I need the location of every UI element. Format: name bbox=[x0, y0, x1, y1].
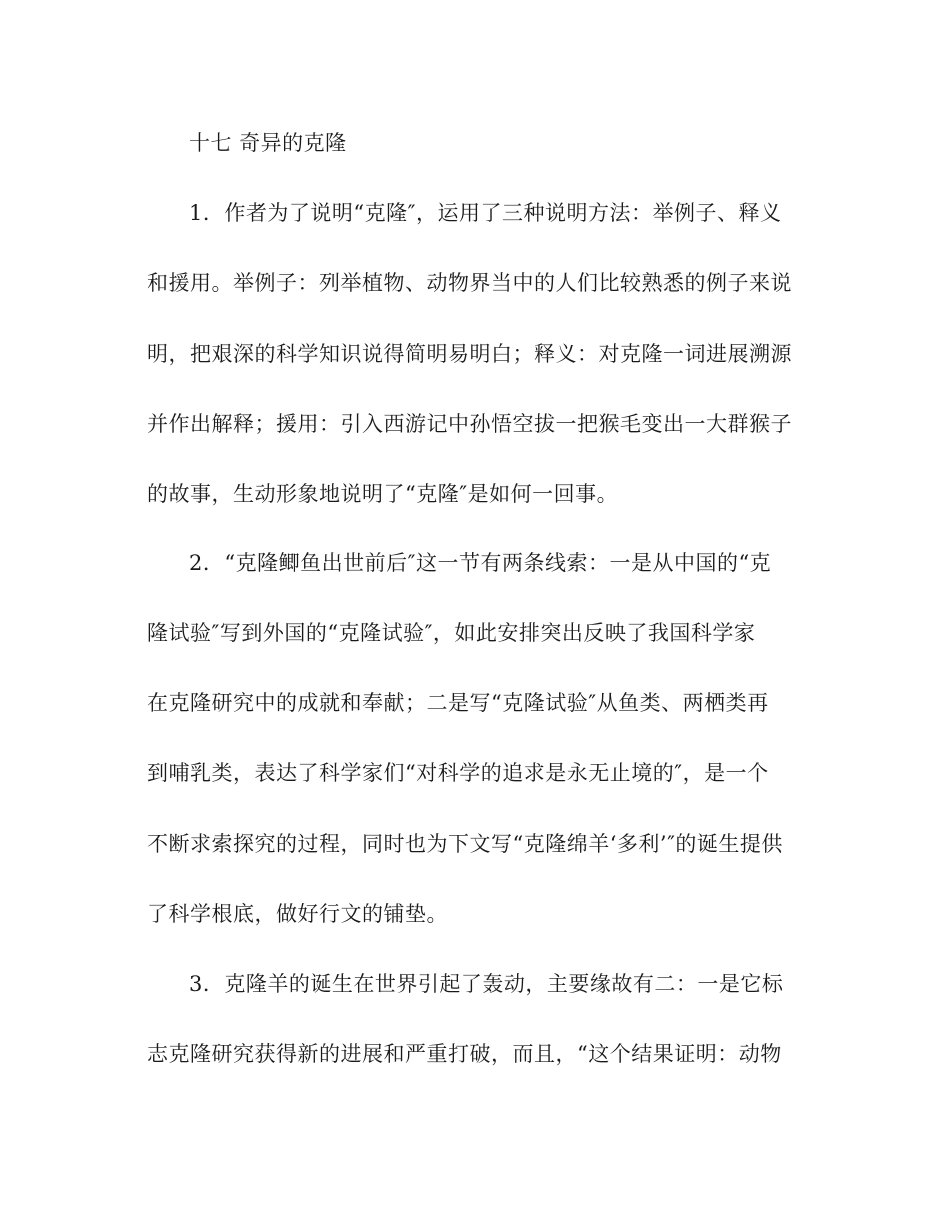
paragraph-3-line-2: 志克隆研究获得新的进展和严重打破，而且，“这个结果证明：动物 bbox=[147, 1042, 782, 1066]
document-title: 十七 奇异的克隆 bbox=[189, 131, 347, 155]
paragraph-2-line-3: 在克隆研究中的成就和奉献；二是写“克隆试验″从鱼类、两栖类再 bbox=[147, 691, 769, 715]
paragraph-1-line-1: 1．作者为了说明“克隆″，运用了三种说明方法：举例子、释义 bbox=[189, 201, 782, 225]
paragraph-1-line-3: 明，把艰深的科学知识说得简明易明白；释义：对克隆一词进展溯源 bbox=[147, 342, 792, 366]
paragraph-3-line-1: 3．克隆羊的诞生在世界引起了轰动，主要缘故有二：一是它标 bbox=[189, 972, 784, 996]
paragraph-2-line-6: 了科学根底，做好行文的铺垫。 bbox=[147, 902, 448, 926]
paragraph-1-line-2: 和援用。举例子：列举植物、动物界当中的人们比较熟悉的例子来说 bbox=[147, 271, 792, 295]
paragraph-2-line-4: 到哺乳类，表达了科学家们“对科学的追求是永无止境的″，是一个 bbox=[147, 761, 769, 785]
paragraph-2-line-2: 隆试验″写到外国的“克隆试验″，如此安排突出反映了我国科学家 bbox=[147, 621, 756, 645]
paragraph-2-line-5: 不断求索探究的过程，同时也为下文写“克隆绵羊‘多利’″的诞生提供 bbox=[147, 832, 783, 856]
paragraph-1-line-5: 的故事，生动形象地说明了“克隆″是如何一回事。 bbox=[147, 482, 619, 506]
paragraph-1-line-4: 并作出解释；援用：引入西游记中孙悟空拔一把猴毛变出一大群猴子 bbox=[147, 412, 792, 436]
paragraph-2-line-1: 2．“克隆鲫鱼出世前后″这一节有两条线索：一是从中国的“克 bbox=[189, 551, 772, 575]
